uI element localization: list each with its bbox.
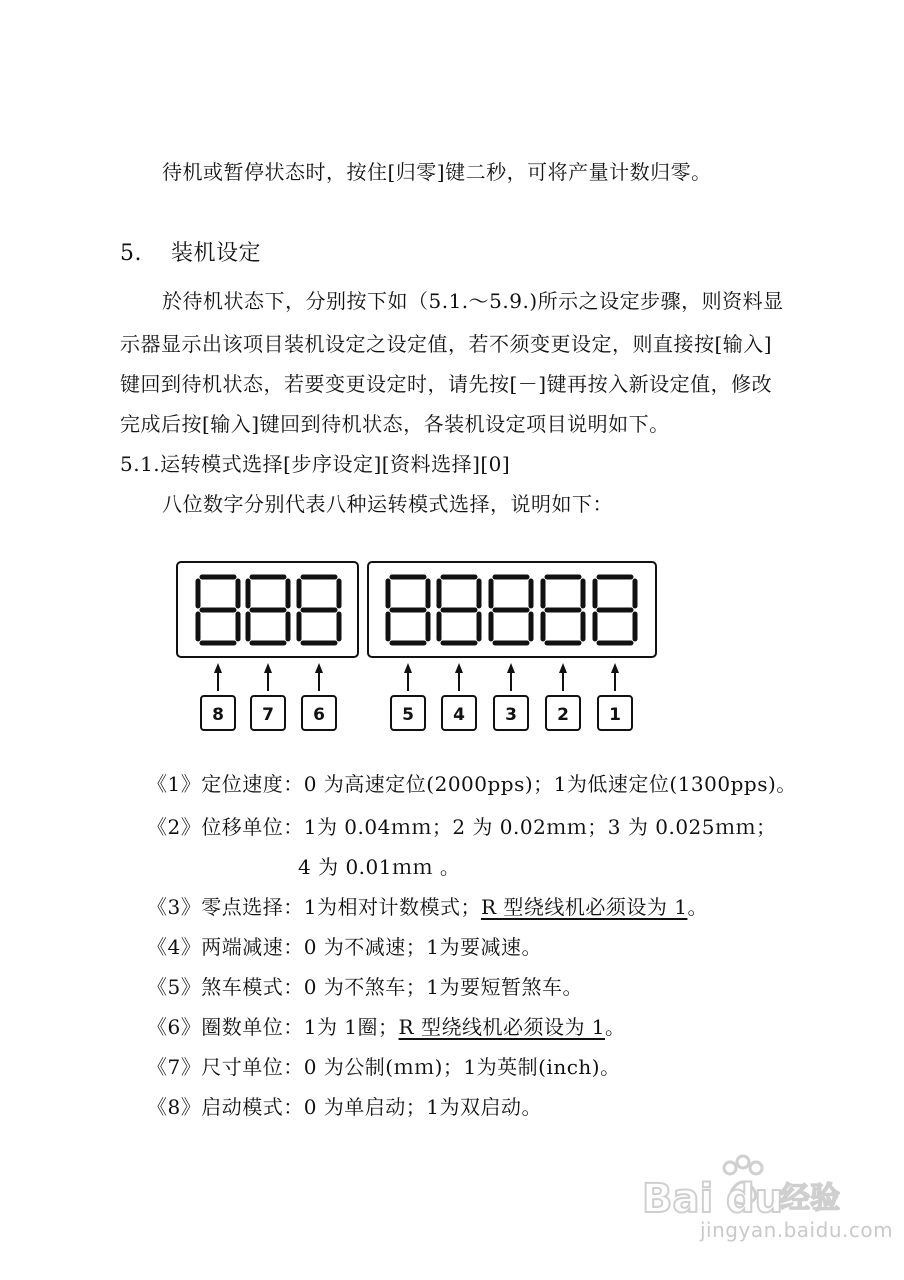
item-5: 《5》煞车模式：0 为不煞车；1为要短暂煞车。 [147, 975, 584, 999]
item-6-text: 《6》圈数单位：1为 1圈； [147, 1015, 399, 1039]
digit-position-label [546, 696, 580, 730]
digit-position-label [302, 696, 336, 730]
item-6-underlined: R 型绕线机必须设为 1 [398, 1015, 606, 1039]
up-arrow-icon [507, 663, 515, 691]
item-7: 《7》尺寸单位：0 为公制(ｍｍ)；1为英制(inch)。 [147, 1055, 621, 1079]
watermark-logo-bai: Bai [642, 1176, 714, 1222]
up-arrow-icon [559, 663, 567, 691]
item-2: 《2》位移单位：1为 0.04ｍｍ；2 为 0.02ｍｍ；3 为 0.025ｍｍ； [147, 815, 777, 839]
item-8: 《8》启动模式：0 为单启动；1为双启动。 [147, 1095, 543, 1119]
intro-line-1: 於待机状态下，分别按下如（5.1.～5.9.)所示之设定步骤，则资料显 [162, 289, 784, 313]
seven-segment-digit [299, 577, 339, 643]
up-arrow-icon [611, 663, 619, 691]
item-6 [147, 1013, 626, 1041]
item-2-continued: 4 为 0.01ｍｍ 。 [298, 855, 461, 879]
item-6-suffix: 。 [605, 1015, 626, 1039]
seven-segment-digit [198, 577, 238, 643]
section-number: 5. [120, 241, 142, 266]
intro-line-3: 键回到待机状态，若要变更设定时，请先按[－]键再按入新设定值，修改 [120, 372, 773, 396]
up-arrow-icon [214, 663, 222, 691]
up-arrow-icon [404, 663, 412, 691]
item-3-suffix: 。 [687, 895, 708, 919]
item-3 [147, 893, 708, 921]
seven-segment-digit [439, 577, 479, 643]
seven-segment-digit [595, 577, 635, 643]
digit-position-label [251, 696, 285, 730]
watermark-logo-cn: 经验 [780, 1181, 840, 1216]
svg-text:2: 2 [557, 705, 569, 725]
seven-segment-digit [388, 577, 428, 643]
subsection-intro: 八位数字分别代表八种运转模式选择，说明如下： [162, 492, 613, 516]
intro-line-4: 完成后按[输入]键回到待机状态，各装机设定项目说明如下。 [120, 412, 670, 436]
digit-position-label [201, 696, 235, 730]
digit-position-label [494, 696, 528, 730]
svg-text:4: 4 [453, 705, 465, 725]
intro-line-2: 示器显示出该项目装机设定之设定值，若不须变更设定，则直接按[输入] [120, 332, 773, 356]
up-arrow-icon [264, 663, 272, 691]
item-4: 《4》两端减速：0 为不减速；1为要减速。 [147, 935, 543, 959]
subsection-heading: 5.1.运转模式选择[步序设定][资料选择][0] [120, 452, 511, 476]
svg-text:3: 3 [505, 705, 517, 725]
item-3-text: 《3》零点选择：1为相对计数模式； [147, 895, 481, 919]
seven-segment-display-diagram [0, 555, 904, 755]
svg-text:8: 8 [212, 705, 224, 725]
svg-text:7: 7 [262, 705, 274, 725]
digit-position-label [598, 696, 632, 730]
seven-segment-digit [491, 577, 531, 643]
svg-text:1: 1 [609, 705, 621, 725]
item-3-underlined: R 型绕线机必须设为 1 [480, 895, 688, 919]
watermark-url: jingyan.baidu.com [700, 1218, 894, 1242]
digit-position-label [391, 696, 425, 730]
seven-segment-digit [543, 577, 583, 643]
watermark-logo-du: du [726, 1176, 784, 1222]
svg-text:5: 5 [402, 705, 414, 725]
svg-text:6: 6 [313, 705, 325, 725]
up-arrow-icon [455, 663, 463, 691]
seven-segment-digit [248, 577, 288, 643]
item-1: 《1》定位速度：0 为高速定位(2000pps)；1为低速定位(1300pps)。 [147, 772, 797, 796]
reset-instruction: 待机或暂停状态时，按住[归零]键二秒，可将产量计数归零。 [162, 160, 712, 184]
section-heading [120, 240, 261, 268]
digit-position-label [442, 696, 476, 730]
section-title: 装机设定 [171, 241, 262, 266]
up-arrow-icon [315, 663, 323, 691]
